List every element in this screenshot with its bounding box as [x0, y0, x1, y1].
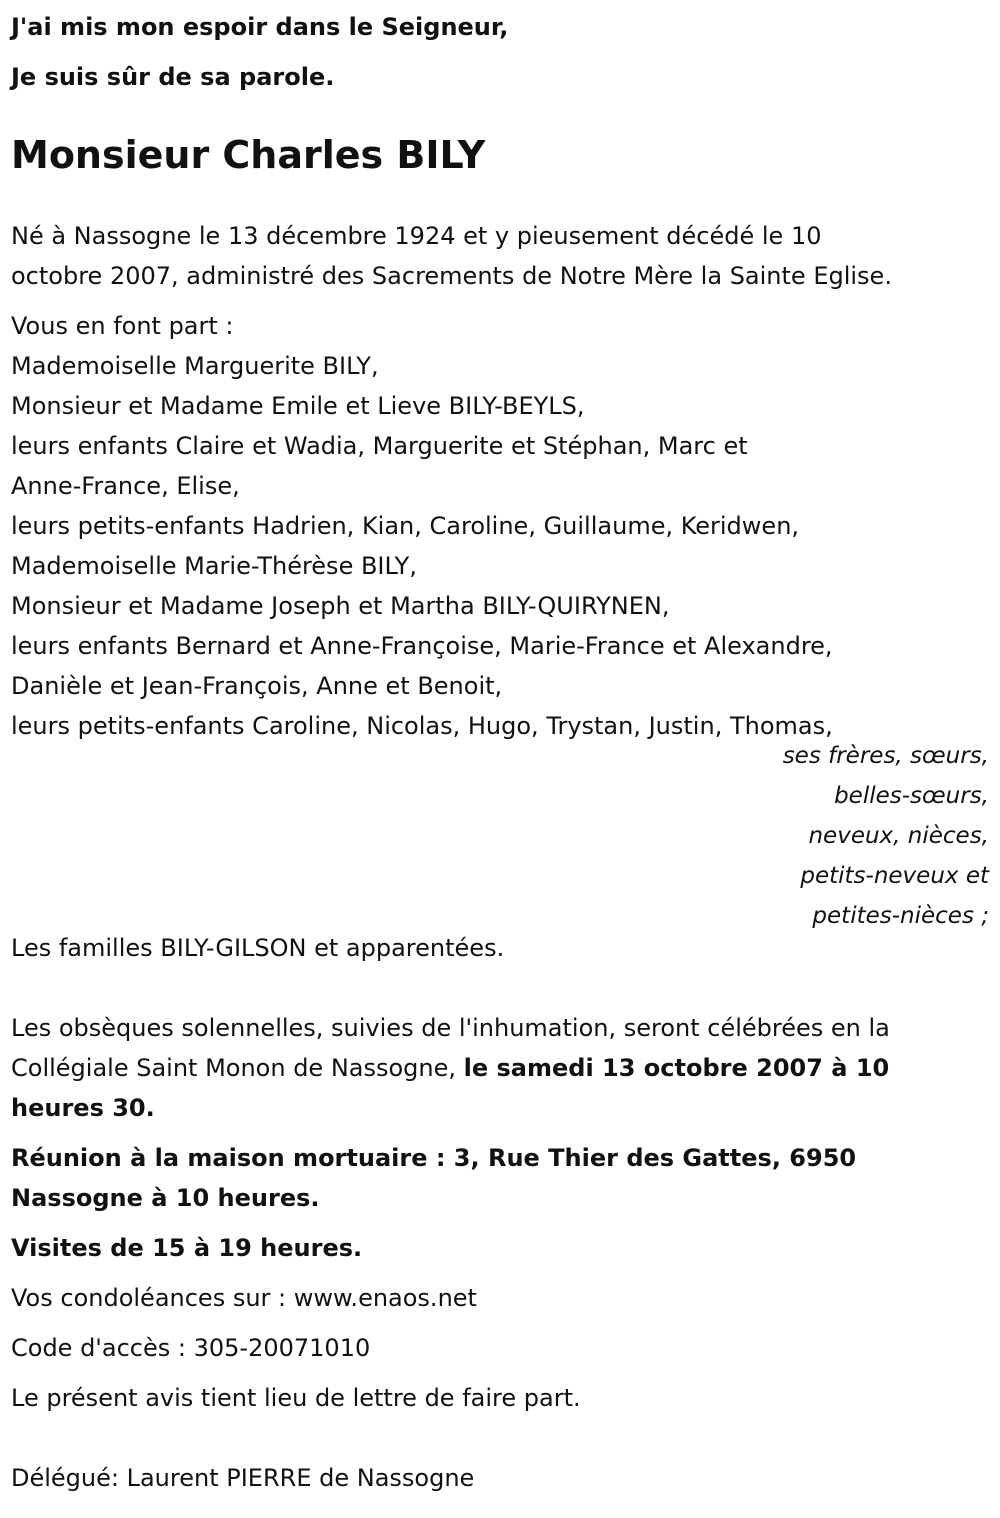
announcers-intro: Vous en font part :	[11, 312, 234, 340]
relatives-list	[11, 736, 991, 936]
funeral-info	[11, 1008, 991, 1128]
funeral-date: le samedi 13 octobre 2007 à 10	[463, 1054, 890, 1082]
announcers-section	[11, 306, 991, 746]
relatives-line: neveux, nièces,	[808, 823, 989, 849]
announcer-line: Mademoiselle Marie-Thérèse BILY,	[11, 552, 417, 580]
announcer-line: leurs enfants Bernard et Anne-Françoise, Marie-France et Alexandre,	[11, 632, 833, 660]
visits-info: Visites de 15 à 19 heures.	[11, 1234, 363, 1262]
reunion-info	[11, 1138, 991, 1218]
announcer-line: Anne-France, Elise,	[11, 472, 240, 500]
obituary-notice	[11, 0, 991, 1498]
birth-death-text	[11, 216, 991, 296]
reunion-line-1: Réunion à la maison mortuaire : 3, Rue Thier des Gattes, 6950	[11, 1144, 857, 1172]
relatives-line: petits-neveux et	[800, 863, 989, 889]
announcer-line: leurs petits-enfants Caroline, Nicolas, Hugo, Trystan, Justin, Thomas,	[11, 712, 833, 740]
access-code: Code d'accès : 305-20071010	[11, 1334, 371, 1362]
birth-line-1: Né à Nassogne le 13 décembre 1924 et y pieusement décédé le 10	[11, 222, 822, 250]
announcer-line: Mademoiselle Marguerite BILY,	[11, 352, 379, 380]
relatives-line: ses frères, sœurs,	[782, 743, 989, 769]
announcer-line: leurs petits-enfants Hadrien, Kian, Caroline, Guillaume, Keridwen,	[11, 512, 800, 540]
condolences-info: Vos condoléances sur : www.enaos.net	[11, 1284, 477, 1312]
epigraph-line-2: Je suis sûr de sa parole.	[11, 63, 335, 91]
funeral-location: Collégiale Saint Monon de Nassogne,	[11, 1054, 464, 1082]
relatives-line: belles-sœurs,	[834, 783, 989, 809]
epigraph-line-1: J'ai mis mon espoir dans le Seigneur,	[11, 13, 509, 41]
families-line: Les familles BILY-GILSON et apparentées.	[11, 934, 505, 962]
funeral-time: heures 30.	[11, 1094, 155, 1122]
announcer-line: Danièle et Jean-François, Anne et Benoit,	[11, 672, 503, 700]
announcer-line: Monsieur et Madame Emile et Lieve BILY-BEYLS,	[11, 392, 585, 420]
relatives-line: petites-nièces ;	[812, 903, 989, 929]
announcer-line: leurs enfants Claire et Wadia, Marguerite et Stéphan, Marc et	[11, 432, 748, 460]
funeral-line-2	[11, 1048, 991, 1088]
funeral-line-1: Les obsèques solennelles, suivies de l'inhumation, seront célébrées en la	[11, 1014, 890, 1042]
epigraph	[11, 2, 991, 102]
notice-text: Le présent avis tient lieu de lettre de faire part.	[11, 1384, 581, 1412]
deceased-name: Monsieur Charles BILY	[11, 133, 486, 177]
announcer-line: Monsieur et Madame Joseph et Martha BILY-QUIRYNEN,	[11, 592, 670, 620]
birth-line-2: octobre 2007, administré des Sacrements de Notre Mère la Sainte Eglise.	[11, 262, 892, 290]
reunion-line-2: Nassogne à 10 heures.	[11, 1184, 320, 1212]
delegate-info: Délégué: Laurent PIERRE de Nassogne	[11, 1464, 475, 1492]
